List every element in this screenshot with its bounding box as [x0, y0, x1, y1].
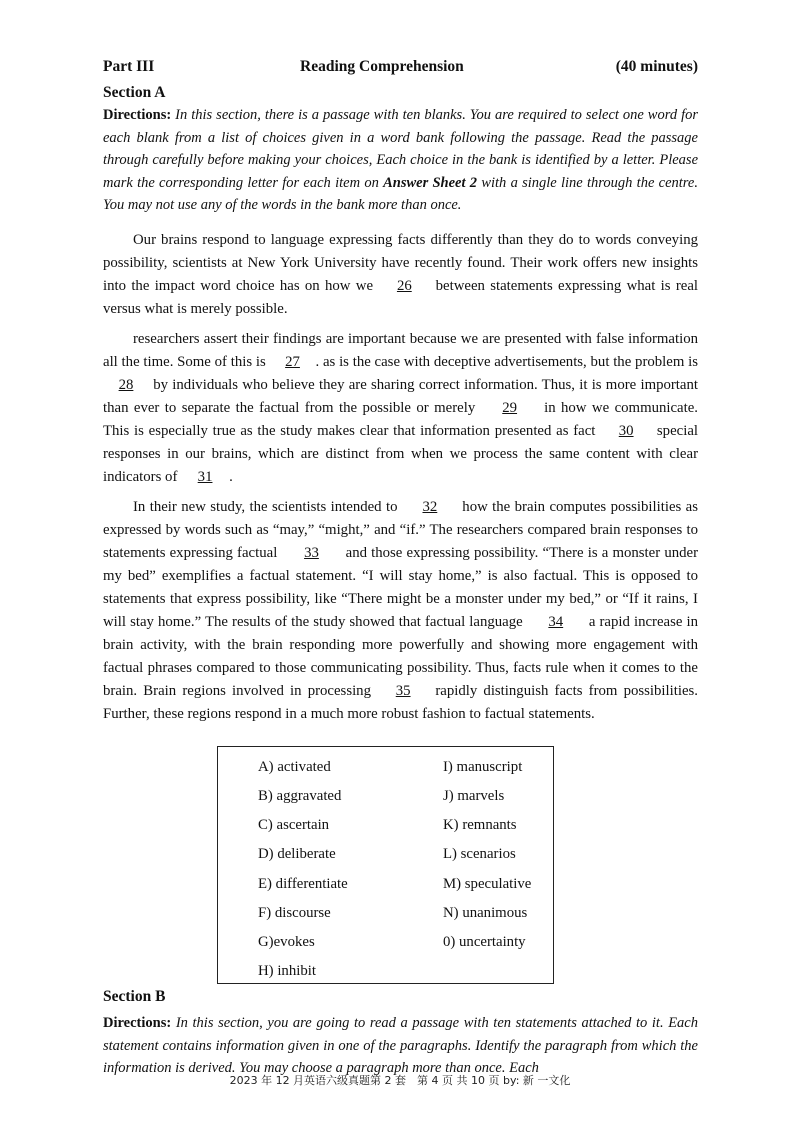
word-bank-item: 0) uncertainty: [443, 934, 526, 950]
blank-27: 27: [285, 353, 300, 370]
word-bank-item: J) marvels: [443, 788, 505, 804]
blank-29: 29: [502, 399, 518, 416]
word-bank-item: M) speculative: [443, 876, 532, 892]
directions-text-2: with a single line through the centre. You may not use any of the words in the bank more than once.: [103, 174, 698, 213]
p2-text-a: researchers assert their findings are important because we are presented with false information all the time. Some of this is: [103, 330, 698, 370]
page-content: [103, 58, 698, 726]
blank-26: 26: [396, 277, 412, 294]
p3-text-e: rapidly distinguish facts from possibilities. Further, these regions respond in a much more robust fashion to factual statements.: [103, 682, 698, 722]
p3-text-a: In their new study, the scientists intended to: [133, 498, 402, 515]
part-header: [103, 58, 698, 82]
blank-28: 28: [118, 376, 134, 393]
passage-paragraph-3: [103, 496, 698, 726]
passage-paragraph-2: [103, 328, 698, 489]
p3-text-c: and those expressing possibility. “There is a monster under my bed” exemplifies a factual statement. “I will stay home,” is also factual. This is opposed to statements that express possibility, like “There might be a monster under my bed,” or “If it rains, I will stay home.” The results of the study showed that factual language: [103, 544, 699, 630]
directions-text: In this section, you are going to read a passage with ten statements attached to it. Each statement contains information given in one of the paragraphs. Identify the paragraph from which the information is derived. You may choose a paragraph more than once. Each: [103, 1015, 698, 1076]
part-time: (40 minutes): [615, 58, 698, 75]
p2-text-c: by individuals who believe they are sharing correct information. Thus, it is more important than ever to separate the factual from the possible or merely: [103, 376, 698, 416]
p2-text-f: .: [229, 468, 233, 485]
section-a-title: Section A: [103, 84, 166, 101]
page-footer: 2023 年 12 月英语六级真题第 2 套 第 4 页 共 10 页 by: 新 一文化: [229, 1074, 571, 1087]
word-bank-item: L) scenarios: [443, 846, 516, 862]
p1-text-b: between statements expressing what is real versus what is merely possible.: [103, 277, 698, 317]
blank-35: 35: [395, 682, 411, 699]
directions-label: Directions:: [103, 1015, 172, 1031]
word-bank: [217, 746, 554, 984]
p2-text-b: . as is the case with deceptive advertisements, but the problem is: [315, 353, 698, 370]
section-b-title: Section B: [103, 988, 166, 1005]
directions-text-1: In this section, there is a passage with ten blanks. You are required to select one word for each blank from a list of choices given in a word bank following the passage. Read the passage through carefully before making your choices, Each choice in the bank is identified by a letter. Please mark the corresponding letter for each item on: [103, 107, 698, 191]
word-bank-item: E) differentiate: [258, 876, 348, 892]
word-bank-item: A) activated: [258, 759, 331, 775]
p3-text-d: a rapid increase in brain activity, with the brain responding more powerfully and showing more engagement with factual phrases compared to those communicating possibility. Thus, facts rule when it comes to the brain. Brain regions involved in processing: [103, 613, 699, 699]
word-bank-item: I) manuscript: [443, 759, 523, 775]
p2-text-e: special responses in our brains, which are distinct from when we process the same content with clear indicators of: [103, 422, 698, 485]
word-bank-item: G)evokes: [258, 934, 315, 950]
word-bank-item: N) unanimous: [443, 905, 528, 921]
section-b-directions: [103, 1012, 698, 1080]
blank-33: 33: [304, 544, 319, 561]
blank-31: 31: [197, 468, 213, 485]
p3-text-b: how the brain computes possibilities as expressed by words such as “may,” “might,” and “if.” The researchers compared brain responses to statements expressing factual: [103, 498, 698, 561]
blank-30: 30: [618, 422, 634, 439]
answer-sheet-ref: Answer Sheet 2: [383, 174, 478, 191]
blank-34: 34: [548, 613, 564, 630]
passage-paragraph-1: [103, 229, 698, 321]
word-bank-item: F) discourse: [258, 905, 331, 921]
word-bank-item: B) aggravated: [258, 788, 342, 804]
word-bank-item: C) ascertain: [258, 817, 330, 833]
word-bank-item: K) remnants: [443, 817, 517, 833]
part-title: Reading Comprehension: [300, 58, 464, 75]
blank-32: 32: [422, 498, 438, 515]
p2-text-d: in how we communicate. This is especially true as the study makes clear that information presented as fact: [103, 399, 699, 439]
part-label: Part III: [103, 58, 155, 75]
section-a-directions: [103, 104, 698, 217]
directions-label: Directions:: [103, 107, 172, 123]
word-bank-item: H) inhibit: [258, 963, 316, 979]
word-bank-item: D) deliberate: [258, 846, 336, 862]
p1-text-a: Our brains respond to language expressing facts differently than they do to words conveying possibility, scientists at New York University have recently found. Their work offers new insights into the impact word choice has on how we: [103, 231, 698, 294]
